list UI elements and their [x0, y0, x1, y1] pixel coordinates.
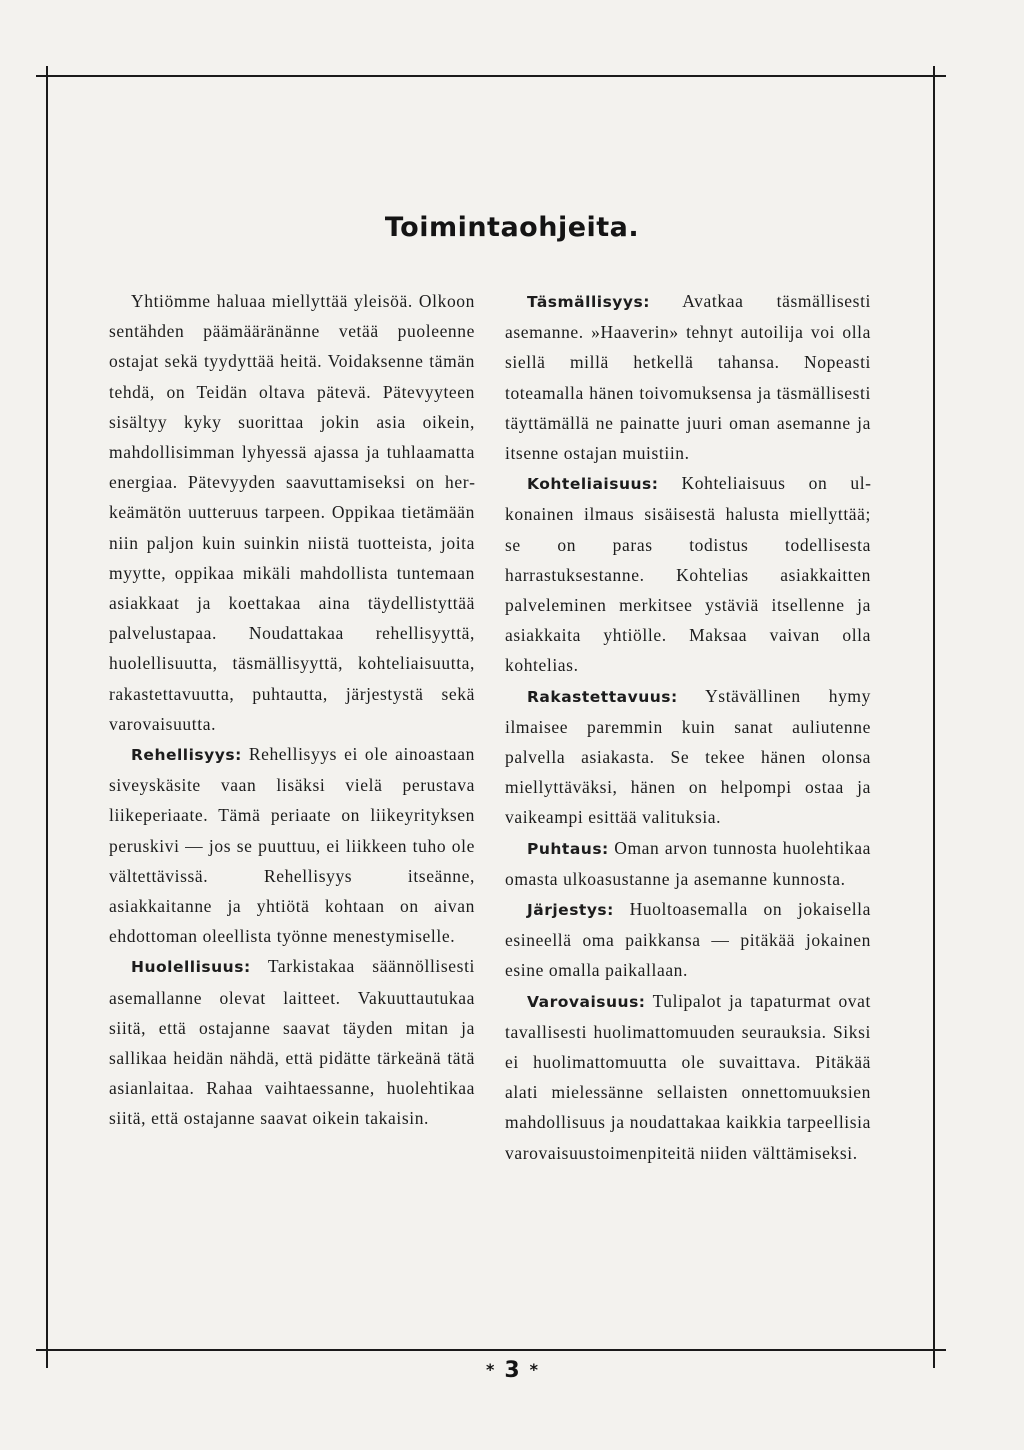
- section-text: Oman arvon tunnosta huolehtikaa omasta ulkoasustanne ja asemanne kunnosta.: [505, 837, 871, 889]
- section-tasmallisyys: [505, 286, 871, 468]
- left-column: [109, 286, 475, 1134]
- section-text: Ystävällinen hymy ilmaisee paremmin kuin sanat auliutenne palvella asiakasta. Se tekee hänen olonsa miellyttäväksi, hänen on helpompi ostaa ja vaikeampi esittää valituksia.: [505, 685, 871, 828]
- page-number: [0, 1358, 1024, 1383]
- section-text: Huoltoasemalla on jokaisella esineellä oma paikkansa — pitäkää jokainen esine omalla paikallaan.: [505, 899, 871, 981]
- section-varovaisuus: [505, 986, 871, 1168]
- left-frame-line: [46, 66, 48, 1368]
- section-term: Täsmällisyys:: [527, 293, 650, 311]
- section-term: Huolellisuus:: [131, 958, 251, 977]
- section-text: Rehellisyys ei ole ainoastaan siveyskäsite vaan lisäksi vielä perustava liikeperiaate. Tämä periaate on liikeyrityksen peruskivi — jos se puuttuu, ei liikkeen tuho ole vältettävissä. Rehellisyys itseänne, asiakkaitanne ja yhtiötä kohtaan on aivan ehdottoman oleellista työnne menestymiselle.: [109, 744, 475, 947]
- section-puhtaus: [505, 833, 871, 894]
- intro-paragraph: [109, 286, 475, 739]
- intro-text: Yhtiömme haluaa miellyttää yleisöä. Olkoon sentähden päämääränänne vetää puoleenne ostajat sekä tyydyttää heitä. Voidaksenne tämän tehdä, on Teidän oltava pätevä. Pätevyyteen sisältyy kyky suorittaa jokin asia oikein, mahdollisimman lyhyessä ajassa ja tuhlaamatta energiaa. Pätevyyden saavuttamiseksi on herkeämätön uutteruus tarpeen. Oppikaa tietämään niin paljon kuin suinkin niistä tuotteista, joita myytte, oppikaa mikäli mahdollista tuntemaan asiakkaat ja koettakaa aina täydellistyttää palvelustapaa. Noudattakaa rehellisyyttä, huolellisuutta, täsmällisyyttä, kohteliaisuutta, rakastettavuutta, puhtautta, järjestystä sekä varovaisuutta.: [109, 291, 475, 734]
- section-term: Järjestys:: [527, 901, 614, 920]
- bottom-rule: [36, 1349, 946, 1351]
- top-rule: [36, 75, 946, 77]
- section-huolellisuus: [109, 951, 475, 1133]
- section-term: Rehellisyys:: [131, 746, 242, 765]
- section-rehellisyys: [109, 739, 475, 951]
- section-rakastettavuus: [505, 681, 871, 833]
- section-jarjestys: [505, 894, 871, 986]
- section-term: Varovaisuus:: [527, 992, 646, 1011]
- page-title: Toimintaohjeita.: [384, 212, 640, 243]
- section-text: Tulipalot ja tapaturmat ovat tavallisesti huolimattomuuden seurauksia. Siksi ei huolimattomuutta ole suvaittava. Pitäkää alati mielessänne sellaisten onnettomuuksien mahdollisuus ja noudattakaa kaikkia tarpeellisia varovaisuustoimenpiteitä niiden välttämiseksi.: [505, 990, 871, 1163]
- page-number-value: 3: [504, 1358, 520, 1383]
- star-marker-left: *: [485, 1360, 495, 1379]
- right-frame-line: [933, 66, 935, 1368]
- star-marker-right: *: [529, 1360, 539, 1379]
- section-term: Puhtaus:: [527, 839, 609, 858]
- right-column: [505, 286, 871, 1168]
- section-kohteliaisuus: [505, 468, 871, 680]
- section-term: Rakastettavuus:: [527, 687, 678, 706]
- section-text: Tarkistakaa säännöllisesti asemallanne olevat laitteet. Vakuuttautukaa siitä, että ostajanne saavat täyden mitan ja sallikaa heidän nähdä, että pidätte tärkeänä tätä asianlaitaa. Rahaa vaihtaessanne, huolehtikaa siitä, että ostajanne saavat oikein takaisin.: [109, 956, 475, 1129]
- section-term: Kohteliaisuus:: [527, 475, 659, 494]
- section-text: Avatkaa täsmällisesti asemanne. »Haaverin» tehnyt autoilija voi olla siellä millä hetkellä tahansa. Nopeasti toteamalla hänen toivomuksensa ja täsmällisesti täyttämällä ne painatte juuri oman asemanne ja itsenne ostajan muistiin.: [505, 291, 872, 464]
- section-text: Kohteliaisuus on ulkonainen ilmaus sisäisestä halusta miellyttää; se on paras todistus todellisesta harrastuksestanne. Kohtelias asiakkaitten palveleminen merkitsee ystäviä itsellenne ja asiakkaita yhtiölle. Maksaa vaivan olla kohtelias.: [505, 473, 871, 676]
